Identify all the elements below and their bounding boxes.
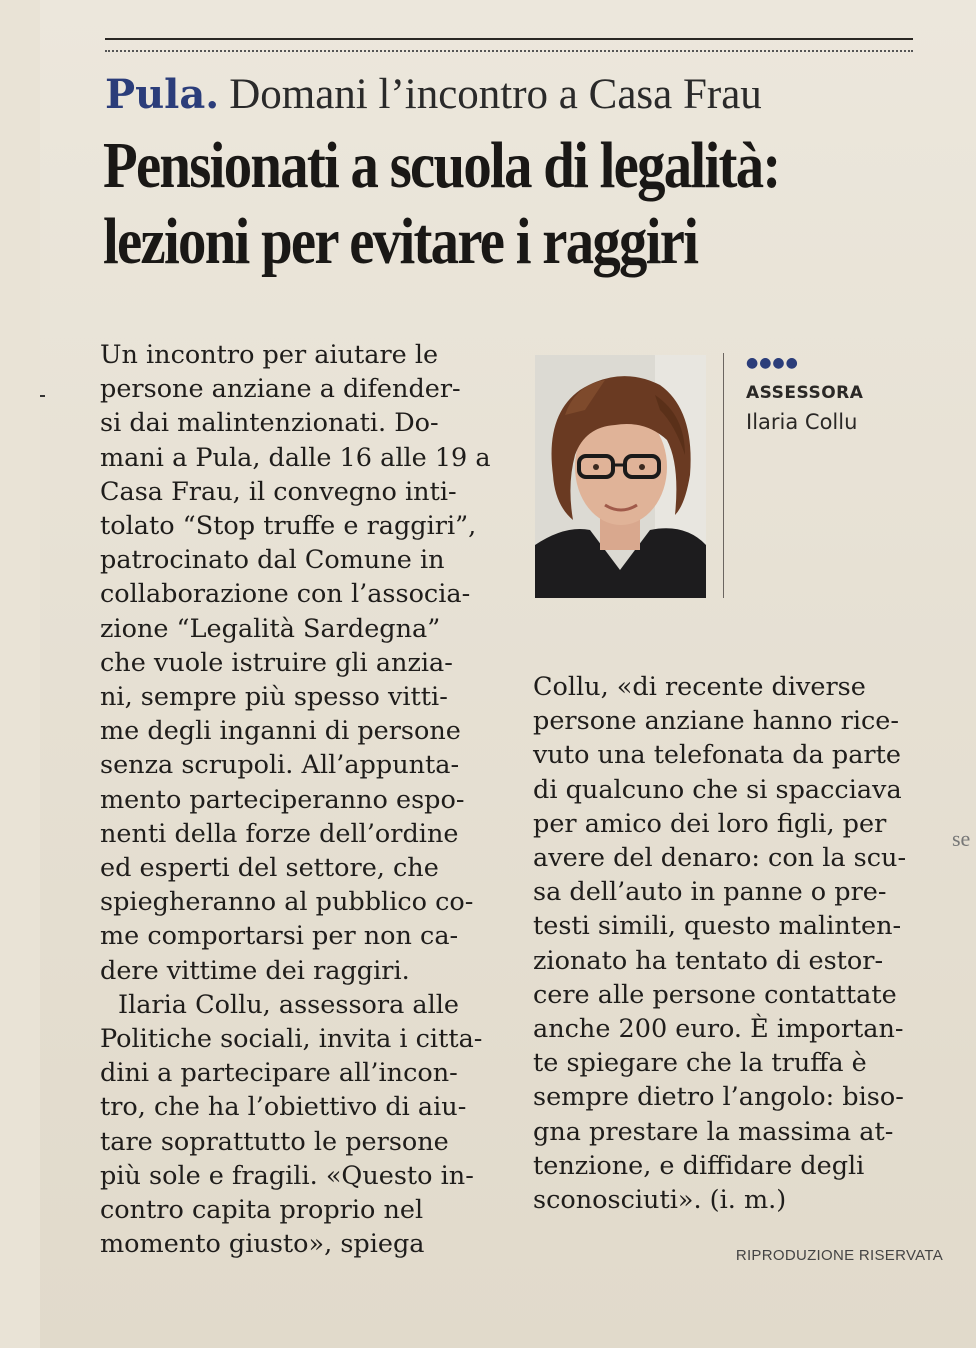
body-line: spiegheranno al pubblico co- [100, 887, 474, 918]
body-line: tare soprattutto le persone [100, 1126, 449, 1157]
headline-line-1: Pensionati a scuola di legalità: [103, 129, 780, 202]
body-line: Politiche sociali, invita i citta- [100, 1024, 483, 1055]
kicker-place: Pula. [105, 71, 220, 118]
body-line: Collu, «di recente diverse [533, 672, 866, 702]
body-line: te spiegare che la truffa è [533, 1048, 867, 1079]
copyright-notice: RIPRODUZIONE RISERVATA [735, 1247, 943, 1264]
body-line: avere del denaro: con la scu- [533, 843, 907, 874]
body-line: sempre dietro l’angolo: biso- [533, 1082, 904, 1113]
body-line: di qualcuno che si spacciava [533, 774, 902, 805]
portrait-photo [535, 355, 706, 598]
dotted-rule [105, 50, 913, 52]
body-line: sconosciuti». (i. m.) [533, 1185, 787, 1216]
body-line: zione “Legalità Sardegna” [100, 613, 441, 644]
body-line: anche 200 euro. È importan- [533, 1014, 904, 1045]
kicker-text: Domani l’incontro a Casa Frau [229, 71, 762, 118]
body-line: persone anziane a difender- [100, 374, 461, 405]
headline [103, 128, 808, 280]
body-line: dere vittime dei raggiri. [100, 955, 410, 986]
body-column-2 [533, 670, 943, 1217]
body-line: vuto una telefonata da parte [533, 740, 901, 771]
body-line: mani a Pula, dalle 16 alle 19 a [100, 442, 491, 473]
body-line: tolato “Stop truffe e raggiri”, [100, 511, 477, 542]
top-rule [105, 38, 913, 40]
body-line: Casa Frau, il convegno inti- [100, 476, 457, 507]
body-line: patrocinato dal Comune in [100, 545, 445, 576]
body-line: collaborazione con l’associa- [100, 579, 471, 610]
body-line: testi simili, questo malinten- [533, 911, 902, 942]
headline-line-2: lezioni per evitare i raggiri [103, 205, 698, 278]
body-line: per amico dei loro figli, per [533, 808, 887, 839]
body-line: mento parteciperanno espo- [100, 784, 465, 815]
caption-dots-icon: ●●●● [746, 355, 799, 371]
body-line: tenzione, e diffidare degli [533, 1150, 865, 1181]
margin-mark [40, 395, 45, 397]
body-line: nenti della forze dell’ordine [100, 818, 459, 849]
body-line: che vuole istruire gli anzia- [100, 647, 453, 678]
body-line: momento giusto», spiega [100, 1229, 425, 1260]
body-line: più sole e fragili. «Questo in- [100, 1160, 474, 1191]
body-line: cere alle persone contattate [533, 979, 897, 1010]
body-line: si dai malintenzionati. Do- [100, 408, 439, 439]
body-line: sa dell’auto in panne o pre- [533, 877, 887, 908]
kicker [105, 68, 925, 122]
body-line: ni, sempre più spesso vitti- [100, 682, 448, 713]
body-line: senza scrupoli. All’appunta- [100, 750, 460, 781]
body-line: tro, che ha l’obiettivo di aiu- [100, 1092, 467, 1123]
edge-fragment: se [952, 826, 971, 851]
body-line: contro capita proprio nel [100, 1195, 424, 1226]
body-line: me comportarsi per non ca- [100, 921, 459, 952]
body-line: dini a partecipare all’incon- [100, 1058, 458, 1089]
caption-role: ASSESSORA [746, 383, 864, 403]
body-line: gna prestare la massima at- [533, 1116, 894, 1147]
body-column-1 [100, 338, 500, 1261]
body-line: zionato ha tentato di estor- [533, 945, 884, 976]
portrait-illustration [535, 355, 706, 598]
body-line: Ilaria Collu, assessora alle [118, 989, 459, 1020]
body-line: ed esperti del settore, che [100, 853, 439, 884]
body-line: me degli inganni di persone [100, 716, 461, 747]
caption-divider [723, 353, 724, 598]
body-line: persone anziane hanno rice- [533, 706, 899, 737]
body-line: Un incontro per aiutare le [100, 340, 439, 370]
caption-name: Ilaria Collu [746, 410, 858, 434]
